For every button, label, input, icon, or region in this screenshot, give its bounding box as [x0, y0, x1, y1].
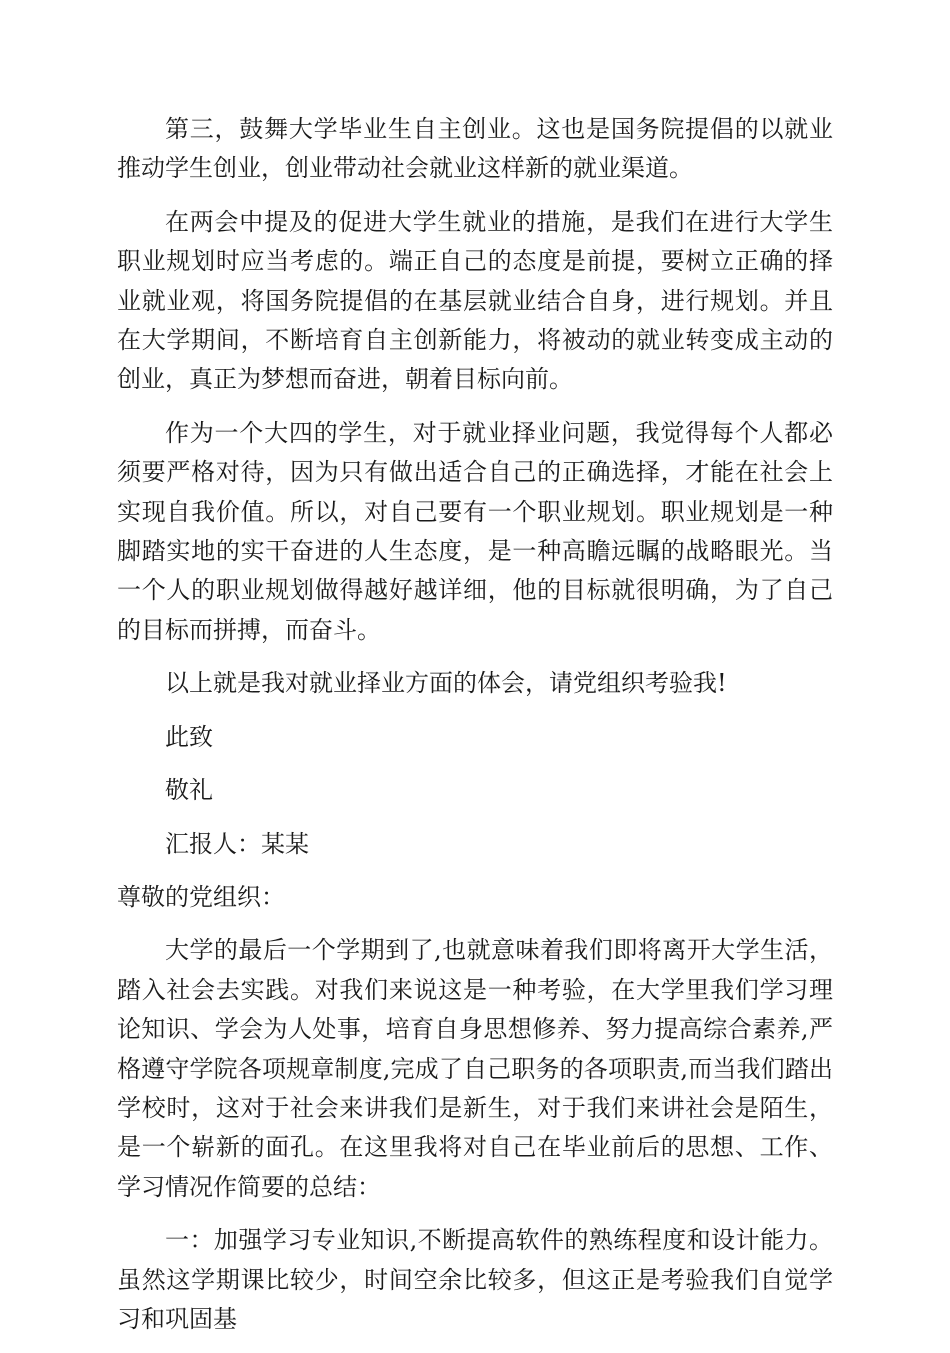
document-body	[117, 110, 833, 1353]
reporter-signature: 汇报人：某某	[165, 829, 309, 858]
salutation-jingli: 敬礼	[165, 776, 213, 805]
paragraph-study-professional-knowledge: 一：加强学习专业知识,不断提高软件的熟练程度和设计能力。虽然这学期课比较少，时间空余比较多，但这正是考验我们自觉学习和巩固基	[117, 1226, 833, 1333]
paragraph-career-planning: 作为一个大四的学生，对于就业择业问题，我觉得每个人都必须要严格对待，因为只有做出适合自己的正确选择，才能在社会上实现自我价值。所以，对自己要有一个职业规划。职业规划是一种脚踏实地的实干奋进的人生态度，是一种高瞻远瞩的战略眼光。当一个人的职业规划做得越好越详细，他的目标就很明确，为了自己的目标而拼搏，而奋斗。	[117, 418, 833, 644]
salutation-cizhi: 此致	[165, 722, 213, 751]
paragraph-last-semester: 大学的最后一个学期到了,也就意味着我们即将离开大学生活，踏入社会去实践。对我们来说这是一种考验，在大学里我们学习理论知识、学会为人处事，培育自身思想修养、努力提高综合素养,严格遵守学院各项规章制度,完成了自己职务的各项职责,而当我们踏出学校时，这对于社会来讲我们是新生，对于我们来讲社会是陌生，是一个崭新的面孔。在这里我将对自己在毕业前后的思想、工作、学习情况作简要的总结：	[117, 936, 833, 1201]
paragraph-encourage-entrepreneurship: 第三，鼓舞大学毕业生自主创业。这也是国务院提倡的以就业推动学生创业，创业带动社会就业这样新的就业渠道。	[117, 115, 833, 183]
letter-greeting: 尊敬的党组织：	[117, 882, 285, 911]
paragraph-closing-statement: 以上就是我对就业择业方面的体会，请党组织考验我!	[165, 669, 727, 698]
paragraph-two-sessions-measures: 在两会中提及的促进大学生就业的措施，是我们在进行大学生职业规划时应当考虑的。端正自己的态度是前提，要树立正确的择业就业观，将国务院提倡的在基层就业结合自身，进行规划。并且在大学期间，不断培育自主创新能力，将被动的就业转变成主动的创业，真正为梦想而奋进，朝着目标向前。	[117, 207, 833, 394]
